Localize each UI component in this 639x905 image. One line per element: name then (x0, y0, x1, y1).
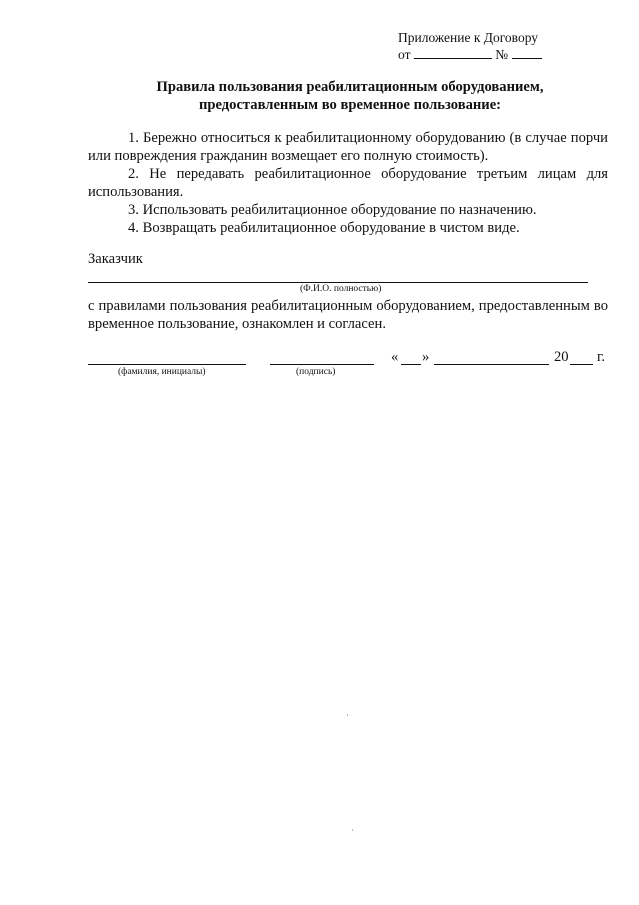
date-close-quote: » (422, 349, 430, 365)
rules-title-line-2: предоставленным во временное пользование: (198, 97, 502, 113)
annex-title: Приложение к Договору (398, 30, 539, 45)
year-prefix: 20 (554, 349, 569, 365)
rules-list (88, 129, 608, 237)
rules-title (60, 78, 639, 114)
scan-speck (352, 829, 353, 831)
rule-item: 4. Возвращать реабилитационное оборудование в чистом виде. (128, 220, 520, 236)
customer-label: Заказчик (88, 251, 143, 267)
scan-speck (347, 714, 348, 716)
date-open-quote: « (391, 349, 399, 365)
annex-from-label: от (398, 47, 411, 62)
signature-row (0, 348, 639, 368)
annex-date-number (398, 46, 542, 63)
surname-caption: (фамилия, инициалы) (118, 367, 206, 377)
surname-blank (88, 348, 246, 365)
annex-number-label: № (495, 47, 509, 62)
signature-blank (270, 348, 374, 365)
signature-caption: (подпись) (296, 367, 336, 377)
year-blank (570, 348, 593, 365)
annex-number-blank (512, 46, 542, 59)
rule-item: 3. Использовать реабилитационное оборудование по назначению. (128, 202, 537, 218)
day-blank (401, 348, 421, 365)
customer-fio-line (88, 282, 588, 283)
annex-date-blank (414, 46, 492, 59)
acknowledgement-text: с правилами пользования реабилитационным оборудованием, предоставленным во временное пользование, ознакомлен и согласен. (88, 298, 608, 332)
month-blank (434, 348, 549, 365)
year-suffix: г. (597, 349, 605, 365)
rule-item: 2. Не передавать реабилитационное оборудование третьим лицам для использования. (88, 166, 608, 200)
rule-item: 1. Бережно относиться к реабилитационному оборудованию (в случае порчи или повреждения гражданин возмещает его полную стоимость). (88, 130, 608, 164)
customer-fio-caption: (Ф.И.О. полностью) (300, 284, 382, 294)
rules-title-line-1: Правила пользования реабилитационным оборудованием, (156, 79, 544, 95)
annex-header (398, 29, 542, 63)
